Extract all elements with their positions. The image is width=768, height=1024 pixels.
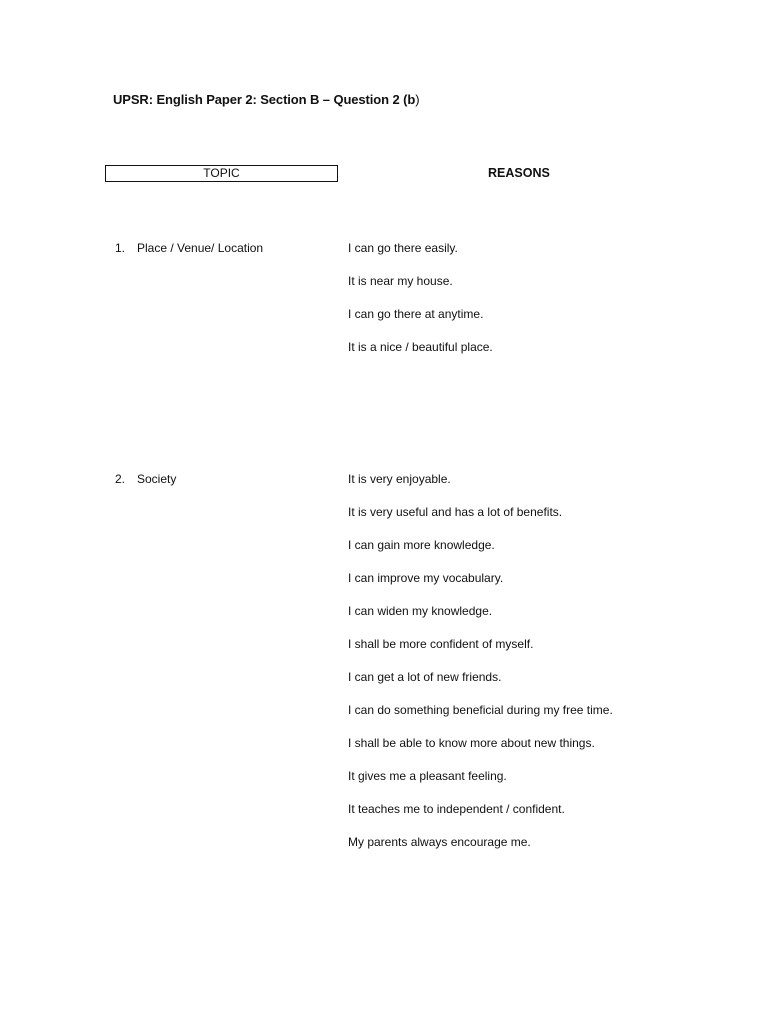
document-title-text: UPSR: English Paper 2: Section B – Question 2 (b [113, 92, 416, 107]
reason-item: It is very useful and has a lot of benefits. [348, 505, 563, 519]
reason-item: It is a nice / beautiful place. [348, 340, 493, 354]
reason-item: I can do something beneficial during my free time. [348, 703, 613, 717]
reason-item: I shall be more confident of myself. [348, 637, 534, 651]
reasons-header: REASONS [488, 166, 550, 180]
topic-header: TOPIC [105, 165, 338, 182]
reason-item: I can get a lot of new friends. [348, 670, 502, 684]
reason-item: It gives me a pleasant feeling. [348, 769, 507, 783]
reason-item: My parents always encourage me. [348, 835, 531, 849]
document-title [113, 92, 419, 107]
reason-item: It teaches me to independent / confident. [348, 802, 565, 816]
reason-item: I can go there at anytime. [348, 307, 484, 321]
topic-label: Society [137, 472, 177, 486]
reason-list-society [348, 472, 613, 868]
reason-item: It is near my house. [348, 274, 453, 288]
reason-item: It is very enjoyable. [348, 472, 451, 486]
topic-item-place [115, 241, 263, 256]
reason-item: I can gain more knowledge. [348, 538, 495, 552]
reason-list-place [348, 241, 493, 373]
topic-label: Place / Venue/ Location [137, 241, 264, 255]
reason-item: I shall be able to know more about new things. [348, 736, 595, 750]
document-title-paren: ) [415, 92, 420, 107]
topic-number: 2. [115, 472, 126, 486]
reason-item: I can go there easily. [348, 241, 458, 255]
reason-item: I can improve my vocabulary. [348, 571, 504, 585]
topic-number: 1. [115, 241, 126, 255]
topic-item-society [115, 472, 176, 487]
reason-item: I can widen my knowledge. [348, 604, 493, 618]
